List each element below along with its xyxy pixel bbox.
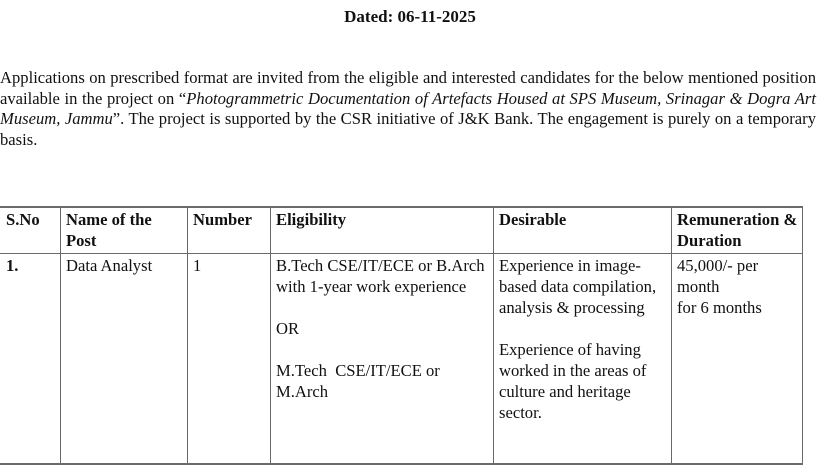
eligibility-option-1: B.Tech CSE/IT/ECE or B.Arch with 1-year work experience <box>276 256 485 296</box>
eligibility-option-2: M.Tech CSE/IT/ECE or M.Arch <box>276 361 444 401</box>
cell-desirable <box>494 254 672 465</box>
cell-eligibility <box>271 254 494 465</box>
table-row <box>0 254 803 465</box>
intro-text-after: ”. The project is supported by the CSR initiative of J&K Bank. The engagement is purely on a temporary basis. <box>0 109 816 149</box>
header-eligibility: Eligibility <box>271 207 494 254</box>
remuneration-amount: 45,000/- per month <box>677 256 759 296</box>
project-title: Photogrammetric Documentation of Artefacts Housed at SPS Museum, Srinagar & Dogra Art Museum, Jammu <box>0 88 816 128</box>
header-remuneration: Remuneration & Duration <box>672 207 803 254</box>
notice-date: Dated: 06-11-2025 <box>344 7 476 26</box>
intro-text-before: Applications on prescribed format are invited from the eligible and interested candidates for the below mentioned position available in the project on “ <box>0 68 816 108</box>
cell-remuneration <box>672 254 803 465</box>
header-post-name: Name of the Post <box>61 207 188 254</box>
header-sno: S.No <box>0 207 61 254</box>
eligibility-or: OR <box>276 319 300 338</box>
cell-post-name: Data Analyst <box>61 254 188 465</box>
desirable-item-1: Experience in image-based data compilation, analysis & processing <box>499 256 657 317</box>
positions-table <box>0 206 803 465</box>
desirable-item-2: Experience of having worked in the areas of culture and heritage sector. <box>499 340 647 422</box>
intro-paragraph <box>0 68 816 150</box>
cell-number: 1 <box>188 254 271 465</box>
cell-sno: 1. <box>0 254 61 465</box>
header-desirable: Desirable <box>494 207 672 254</box>
remuneration-duration: for 6 months <box>677 298 762 317</box>
table-header-row <box>0 207 803 254</box>
header-number: Number <box>188 207 271 254</box>
